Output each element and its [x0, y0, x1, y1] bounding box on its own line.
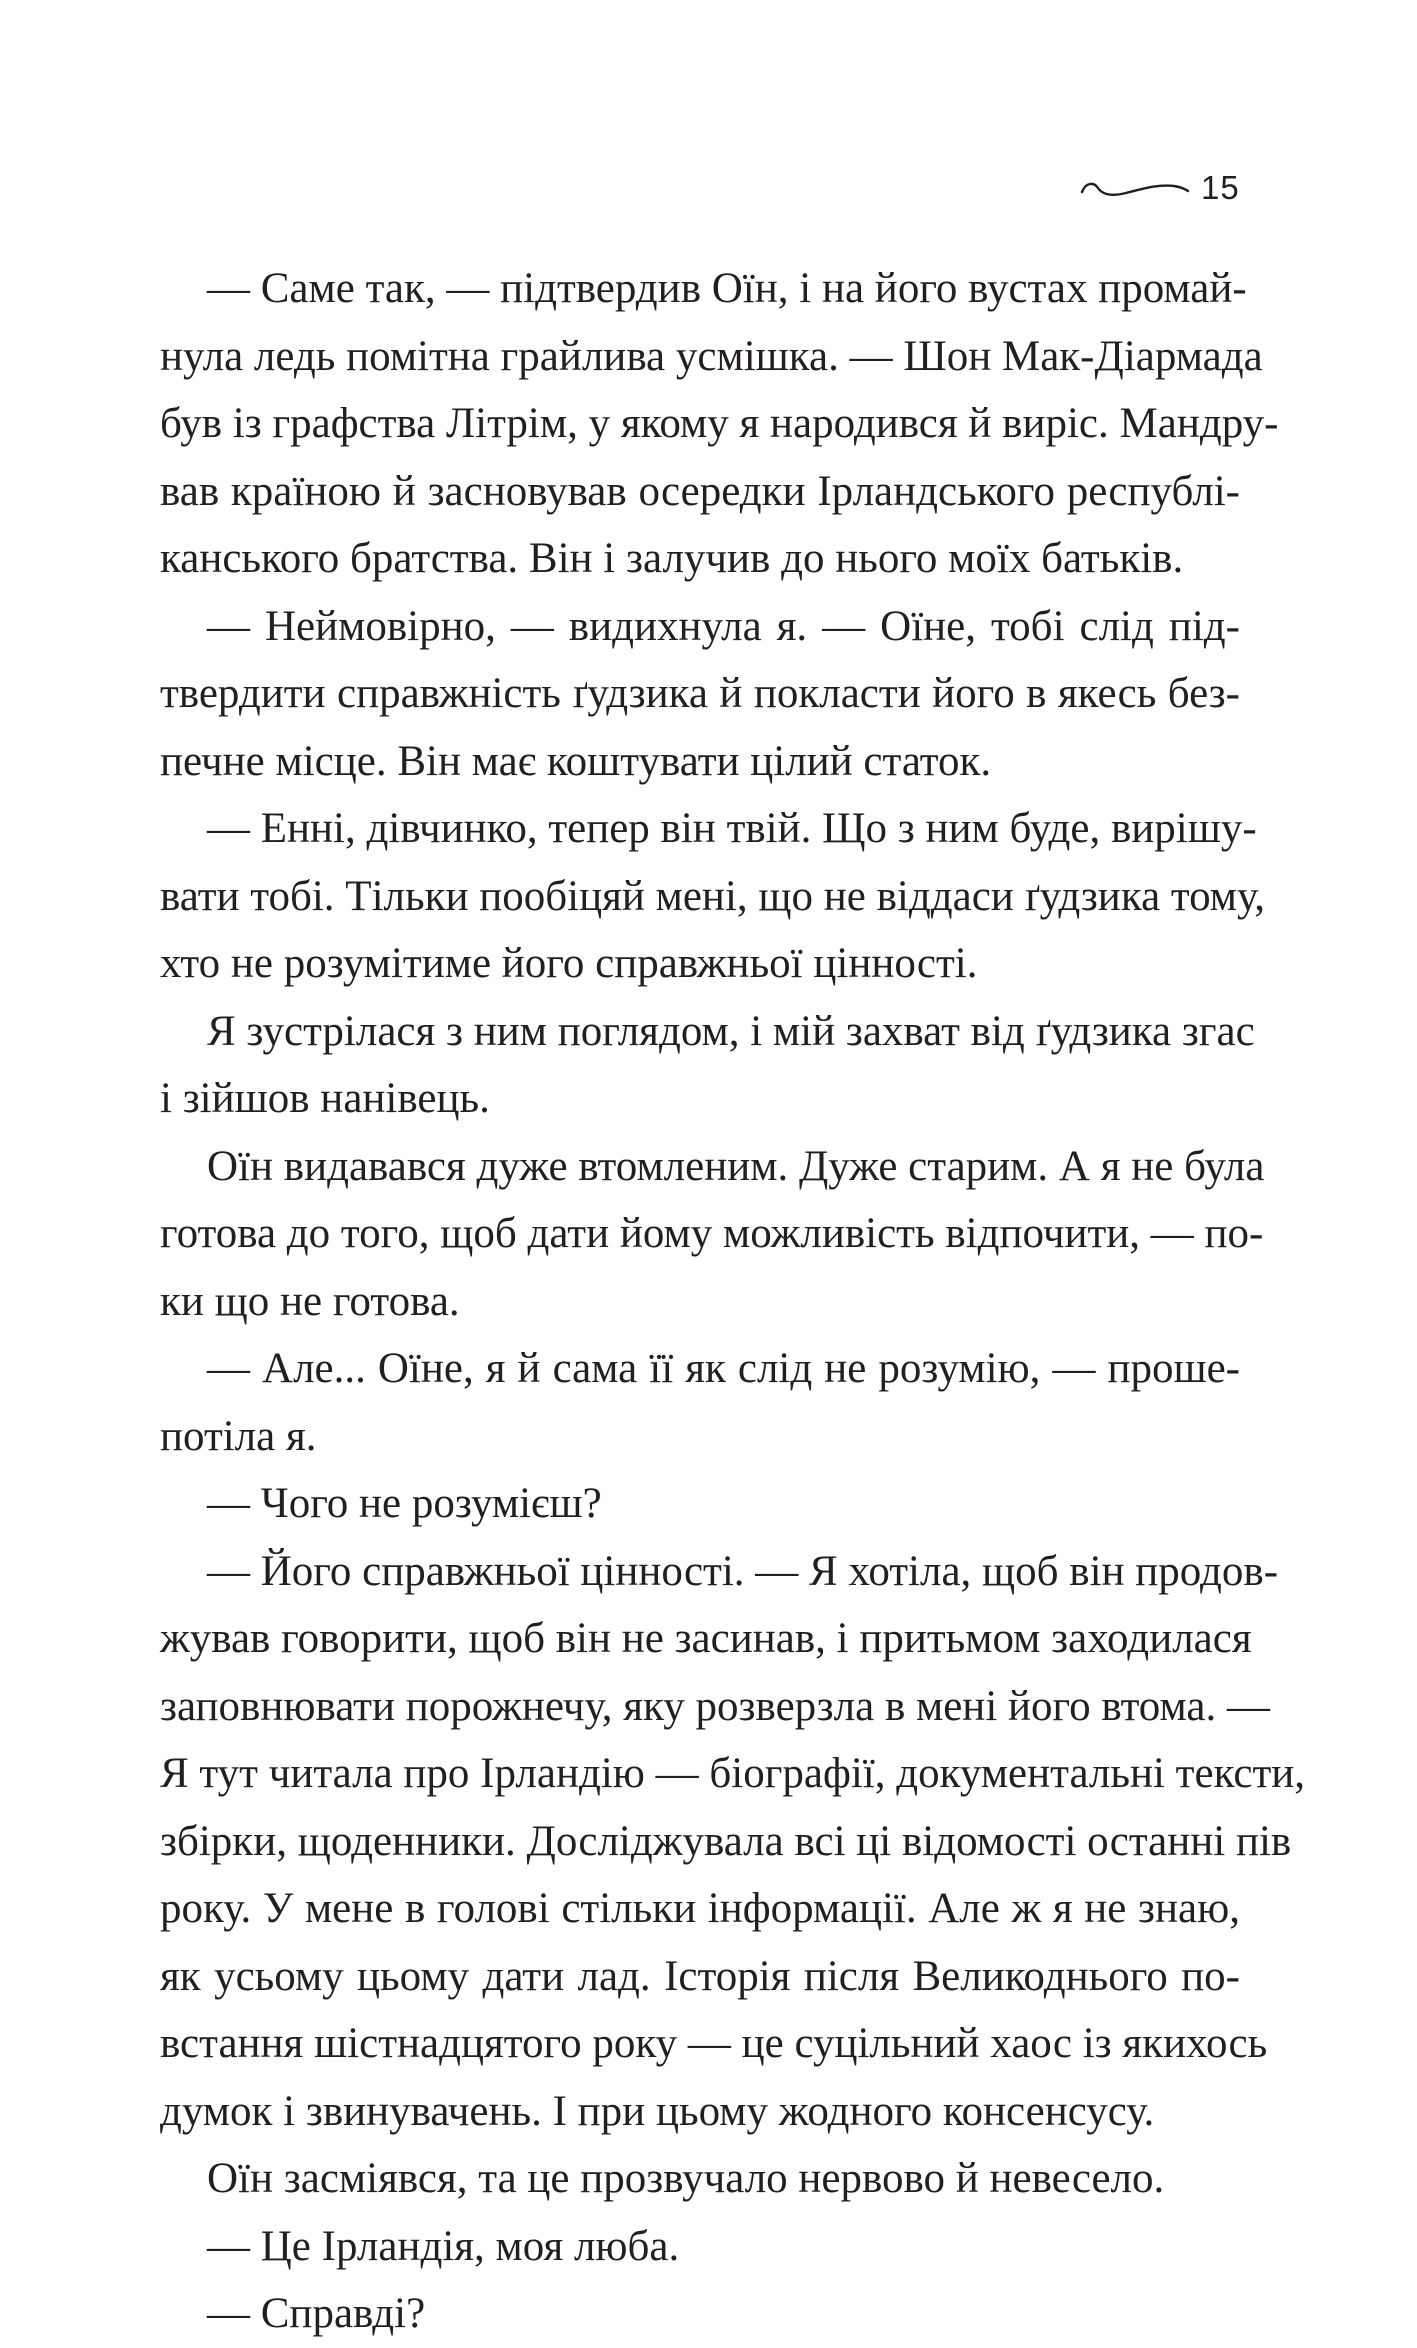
- text-line: канського братства. Він і залучив до нього моїх батьків.: [160, 535, 1184, 582]
- text-line: — Справді?: [207, 2290, 426, 2337]
- text-line: Я зустрілася з ним поглядом, і мій захват від ґудзика згас: [207, 1007, 1255, 1055]
- text-line: жував говорити, щоб він не засинав, і притьмом заходилася: [160, 1615, 1252, 1662]
- text-line: Оїн засміявся, та це прозвучало нервово й невесело.: [207, 2155, 1165, 2202]
- text-line: — Саме так, — підтвердив Оїн, і на його вустах промай-: [207, 265, 1247, 312]
- text-line: заповнювати порожнечу, яку розверзла в мені його втома. —: [160, 1682, 1270, 1730]
- text-line: твердити справжність ґудзика й покласти його в якесь без-: [160, 670, 1240, 717]
- text-line: — Але... Оїне, я й сама її як слід не розумію, — проше-: [207, 1345, 1240, 1392]
- text-line: ки що не готова.: [160, 1277, 460, 1325]
- text-line: Я тут читала про Ірландію — біографії, документальні тексти,: [160, 1750, 1306, 1797]
- text-line: Оїн видавався дуже втомленим. Дуже старим. А я не була: [207, 1142, 1265, 1190]
- body-text: [160, 255, 1306, 2348]
- text-line: вав країною й засновував осередки Ірландського республі-: [160, 467, 1240, 515]
- flourish-ornament-icon: [1080, 178, 1190, 200]
- text-line: — Його справжньої цінності. — Я хотіла, щоб він продов-: [207, 1547, 1279, 1595]
- text-line: встання шістнадцятого року — це суцільний хаос із якихось: [160, 2020, 1268, 2067]
- page-number: 15: [1201, 169, 1240, 206]
- text-line: думок і звинувачень. І при цьому жодного консенсусу.: [160, 2087, 1155, 2135]
- text-line: вати тобі. Тільки пообіцяй мені, що не віддаси ґудзика тому,: [160, 872, 1265, 920]
- text-line: — Чого не розумієш?: [207, 1480, 602, 1527]
- text-line: нула ледь помітна грайлива усмішка. — Шон Мак-Діармада: [160, 332, 1263, 380]
- text-line: потіла я.: [160, 1412, 317, 1460]
- text-line: печне місце. Він має коштувати цілий статок.: [160, 737, 992, 785]
- text-line: як усьому цьому дати лад. Історія після Великоднього по-: [160, 1952, 1240, 2000]
- text-line: — Це Ірландія, моя люба.: [207, 2222, 680, 2270]
- text-line: хто не розумітиме його справжньої цінності.: [160, 940, 978, 987]
- text-line: був із графства Літрім, у якому я народився й виріс. Мандру-: [160, 400, 1279, 447]
- text-line: збірки, щоденники. Досліджувала всі ці відомості останні пів: [160, 1817, 1292, 1865]
- text-line: — Енні, дівчинко, тепер він твій. Що з ним буде, вирішу-: [207, 805, 1257, 852]
- page-header: [1080, 166, 1240, 216]
- text-line: і зійшов нанівець.: [160, 1075, 490, 1122]
- text-line: готова до того, щоб дати йому можливість відпочити, — по-: [160, 1210, 1264, 1257]
- text-line: — Неймовірно, — видихнула я. — Оїне, тобі слід під-: [207, 602, 1240, 650]
- text-line: року. У мене в голові стільки інформації. Але ж я не знаю,: [160, 1885, 1240, 1932]
